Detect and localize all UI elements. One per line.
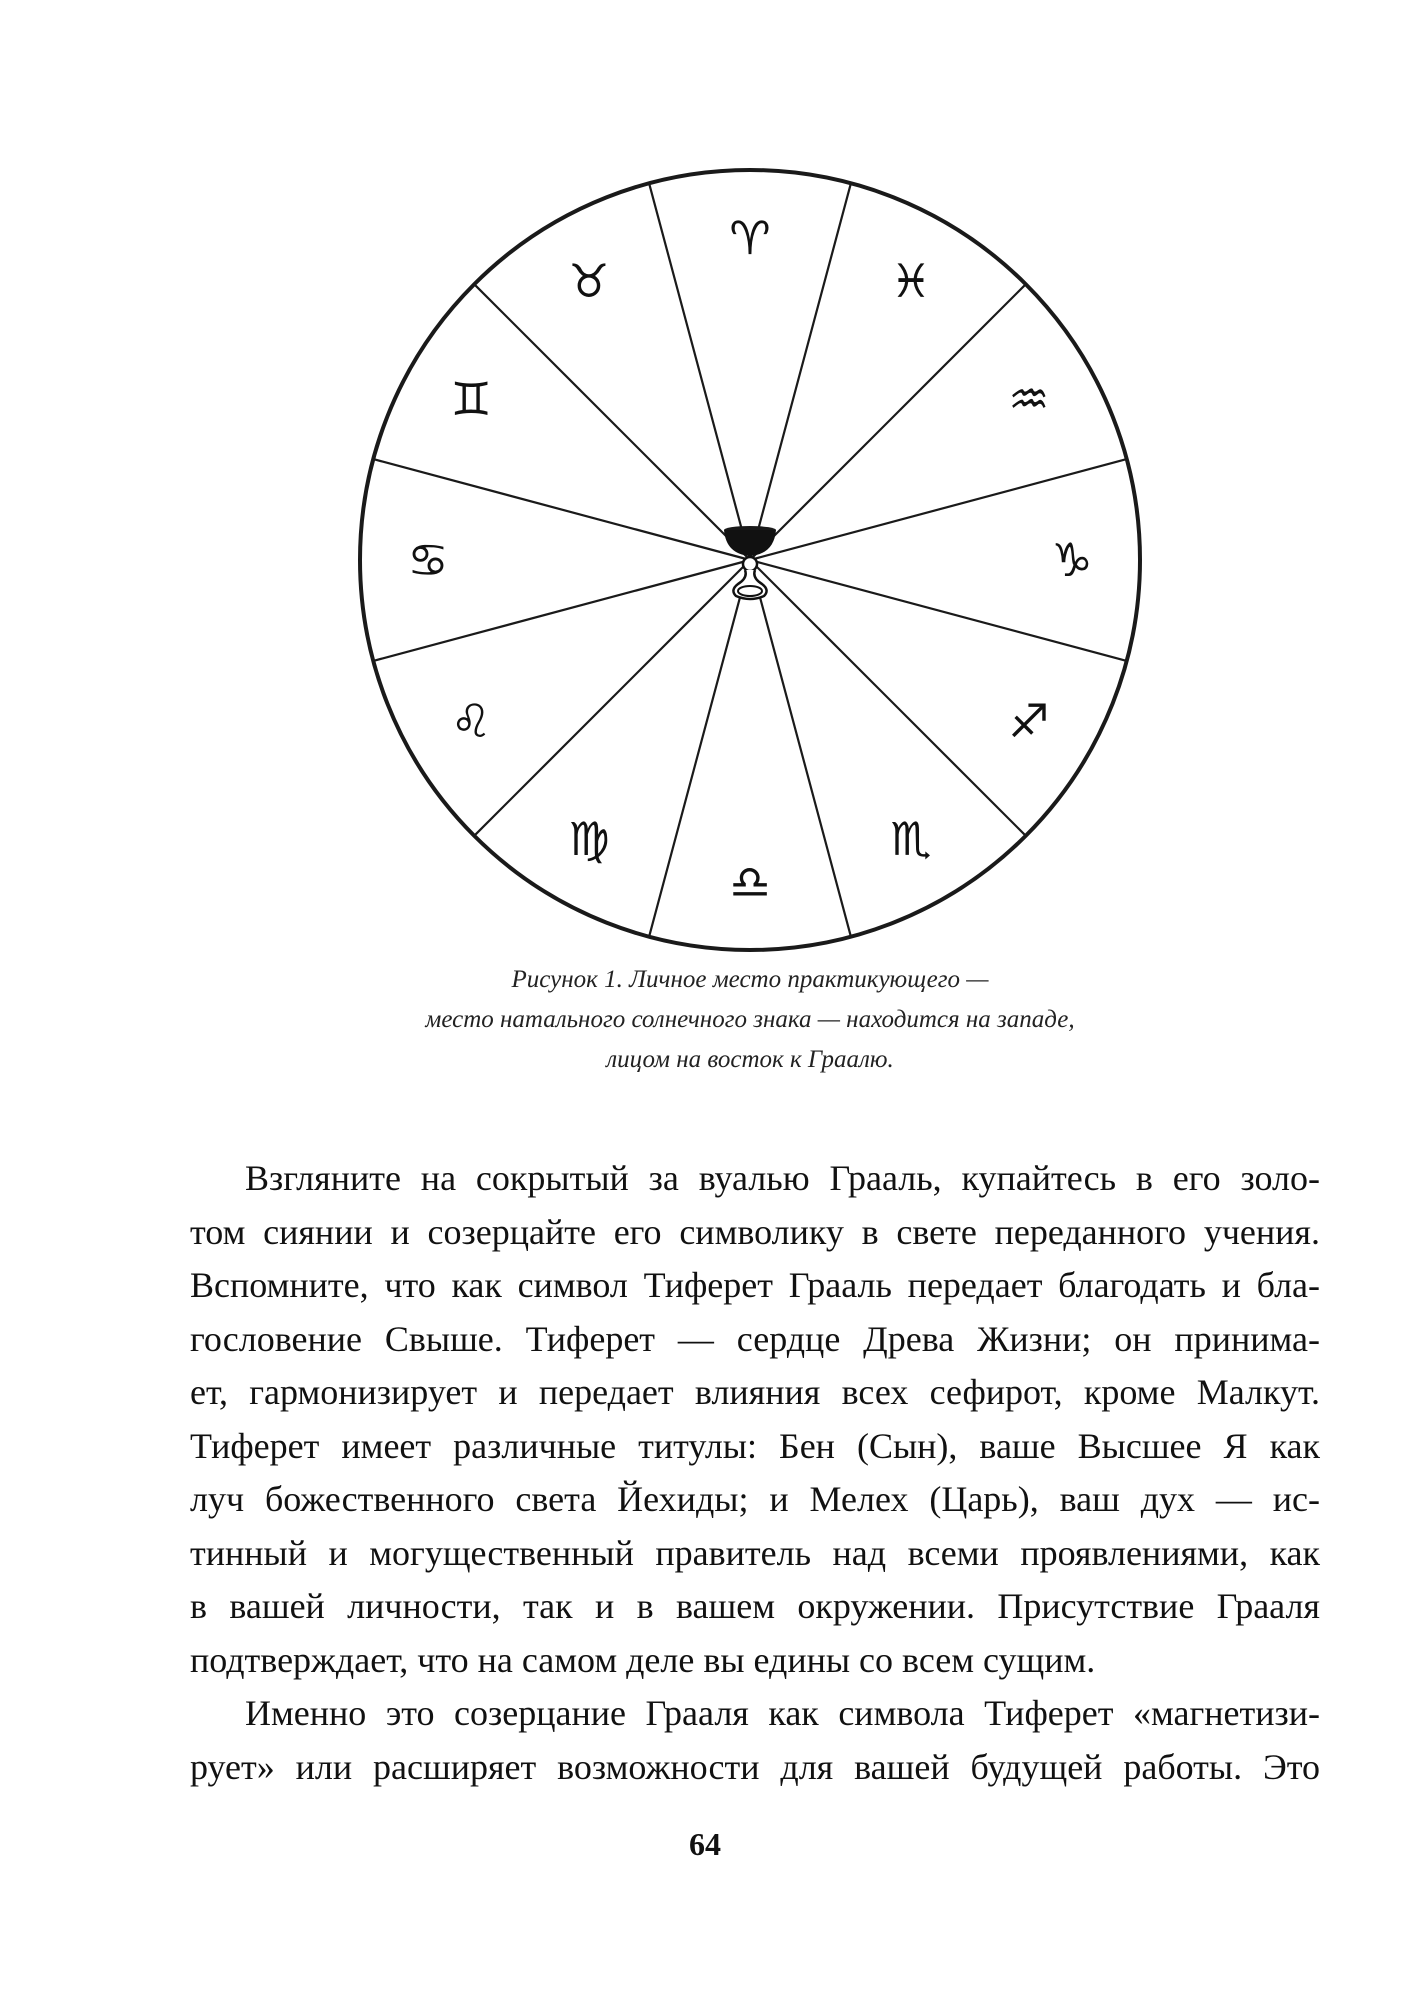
page-number: 64 <box>689 1826 721 1862</box>
text-line: Взгляните на сокрытый за вуалью Грааль, купайтесь в его золо- <box>245 1158 1320 1198</box>
sagittarius-sign-icon: ♐︎ <box>1008 694 1050 748</box>
figure-caption <box>230 960 1270 1080</box>
zodiac-wheel-figure <box>350 160 1150 960</box>
cancer-sign-icon: ♋︎ <box>407 533 449 587</box>
virgo-sign-icon: ♍︎ <box>568 811 610 866</box>
caption-line: Рисунок 1. Личное место практикующего — <box>511 966 989 993</box>
paragraph <box>190 1687 1320 1794</box>
text-line: гословение Свыше. Тиферет — сердце Древа Жизни; он принима- <box>190 1318 1320 1359</box>
text-line: Вспомните, что как символ Тиферет Грааль передает благодать и бла- <box>190 1265 1320 1305</box>
text-line: подтверждает, что на самом деле вы едины со всем сущим. <box>190 1639 1096 1680</box>
taurus-sign-icon: ♉︎ <box>568 254 610 309</box>
text-line: рует» или расширяет возможности для вашей будущей работы. Это <box>190 1746 1320 1787</box>
gemini-sign-icon: ♊︎ <box>450 372 492 426</box>
text-line: том сиянии и созерцайте его символику в свете переданного учения. <box>190 1211 1320 1252</box>
text-line: в вашей личности, так и в вашем окружении. Присутствие Грааля <box>190 1586 1320 1626</box>
libra-sign-icon: ♎︎ <box>729 855 771 909</box>
capricorn-sign-icon: ♑︎ <box>1051 533 1093 587</box>
text-line: луч божественного света Йехиды; и Мелех (Царь), ваш дух — ис- <box>190 1479 1320 1519</box>
text-line: тинный и могущественный правитель над всеми проявлениями, как <box>190 1532 1320 1573</box>
scorpio-sign-icon: ♏︎ <box>890 811 932 866</box>
body-text <box>190 1152 1320 1794</box>
paragraph <box>190 1152 1320 1687</box>
caption-line: лицом на восток к Граалю. <box>606 1046 894 1073</box>
aquarius-sign-icon: ♒︎ <box>1008 372 1050 426</box>
aries-sign-icon: ♈︎ <box>729 211 771 265</box>
text-line: ет, гармонизирует и передает влияния всех сефирот, кроме Малкут. <box>190 1372 1320 1412</box>
caption-line: место натального солнечного знака — находится на западе, <box>425 1006 1075 1033</box>
text-line: Тиферет имеет различные титулы: Бен (Сын), ваше Высшее Я как <box>190 1425 1320 1466</box>
pisces-sign-icon: ♓︎ <box>890 254 932 309</box>
text-line: Именно это созерцание Грааля как символа Тиферет «магнетизи- <box>245 1693 1320 1733</box>
leo-sign-icon: ♌︎ <box>450 694 492 748</box>
